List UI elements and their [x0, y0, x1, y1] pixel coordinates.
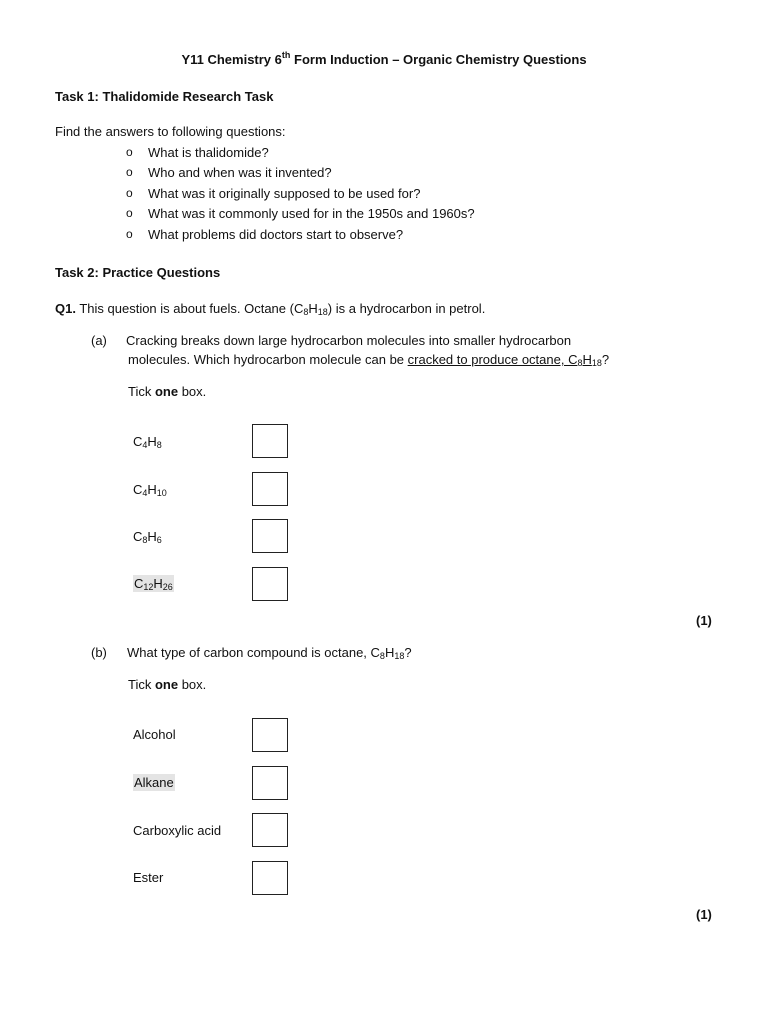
- tick-box[interactable]: [252, 861, 288, 895]
- tick-box[interactable]: [252, 424, 288, 458]
- option-label: Alkane: [134, 775, 174, 790]
- part-b-label: (b): [91, 645, 107, 660]
- tick-box[interactable]: [252, 519, 288, 553]
- part-b-question: What type of carbon compound is octane, $C_8H_{18}$?: [127, 645, 412, 661]
- option-label: $C_4H_{10}$: [133, 482, 167, 498]
- bullet-icon: o: [126, 186, 133, 200]
- task1-question: Who and when was it invented?: [148, 165, 332, 180]
- task1-intro: Find the answers to following questions:: [55, 124, 286, 139]
- part-a-label: (a): [91, 333, 107, 348]
- task2-heading: Task 2: Practice Questions: [55, 265, 221, 280]
- option-label: $C_8H_6$: [133, 529, 162, 545]
- tick-box[interactable]: [252, 813, 288, 847]
- option-label: Ester: [133, 870, 164, 885]
- option-label: Alcohol: [133, 727, 176, 742]
- task1-question: What was it originally supposed to be used for?: [148, 186, 421, 201]
- part-a-question-line1: Cracking breaks down large hydrocarbon molecules into smaller hydrocarbon: [126, 333, 572, 348]
- option-label: $C_4H_8$: [133, 434, 162, 450]
- tick-box[interactable]: [252, 718, 288, 752]
- marks-label: (1): [696, 907, 712, 922]
- tick-box[interactable]: [252, 472, 288, 506]
- marks-label: (1): [696, 613, 712, 628]
- option-label: Carboxylic acid: [133, 823, 222, 838]
- part-a-instruction: Tick one box.: [128, 384, 207, 399]
- tick-box[interactable]: [252, 567, 288, 601]
- q1-text: Q1. This question is about fuels. Octane $(C_8H_{18})$ is a hydrocarbon in petrol.: [55, 301, 486, 317]
- part-b-instruction: Tick one box.: [128, 677, 207, 692]
- task1-question: What is thalidomide?: [148, 145, 269, 160]
- option-label: $C_{12}H_{26}$: [134, 576, 173, 592]
- task1-question: What problems did doctors start to observe?: [148, 227, 404, 242]
- task1-heading: Task 1: Thalidomide Research Task: [55, 89, 274, 104]
- task1-question: What was it commonly used for in the 1950s and 1960s?: [148, 206, 475, 221]
- part-a-question-line2: molecules. Which hydrocarbon molecule can be cracked to produce octane, $C_8H_{18}$?: [128, 352, 610, 368]
- bullet-icon: o: [126, 227, 133, 241]
- bullet-icon: o: [126, 165, 133, 179]
- tick-box[interactable]: [252, 766, 288, 800]
- bullet-icon: o: [126, 206, 133, 220]
- page-title: Y11 Chemistry 6th Form Induction – Organic Chemistry Questions: [181, 50, 587, 67]
- bullet-icon: o: [126, 145, 133, 159]
